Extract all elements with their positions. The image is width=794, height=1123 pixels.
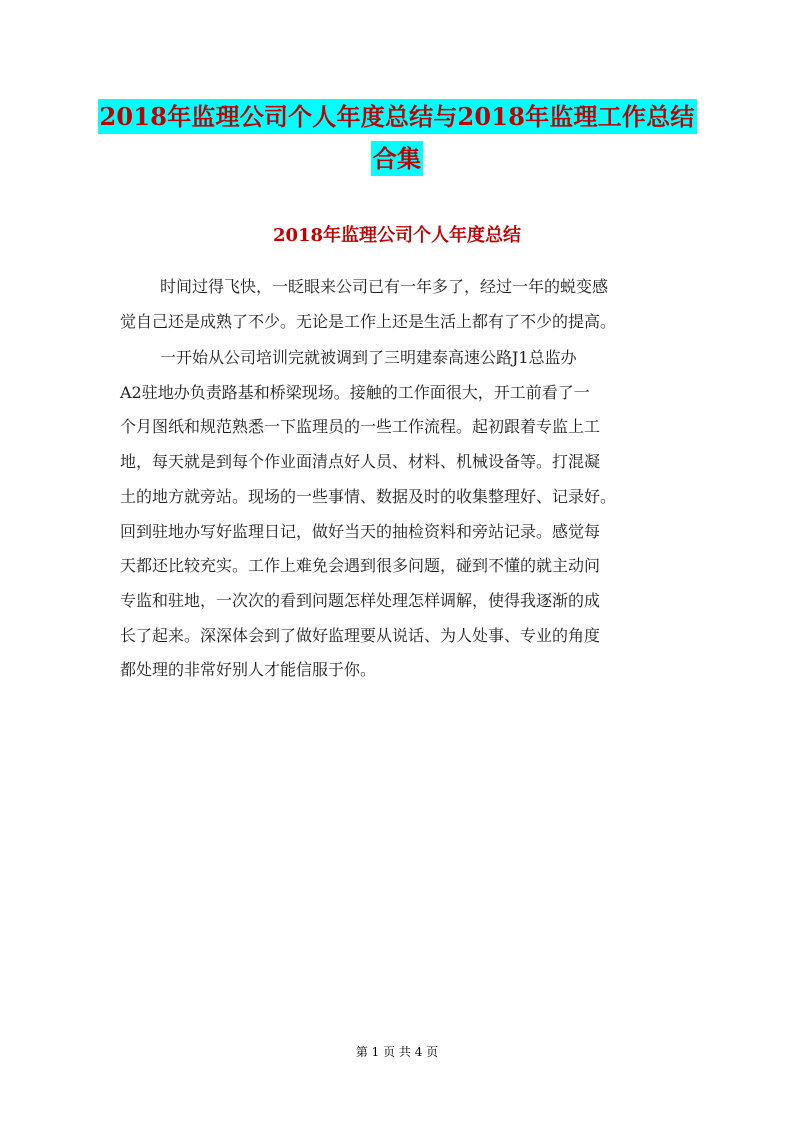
paragraph-line: 时间过得飞快，一眨眼来公司已有一年多了，经过一年的蜕变感 (160, 277, 609, 296)
paragraph-line: 地，每天就是到每个作业面清点好人员、材料、机械设备等。打混凝 (120, 452, 601, 472)
paragraph-line: 都处理的非常好别人才能信服于你。 (120, 660, 377, 680)
document-title-text-2: 合集 (371, 141, 423, 176)
paragraph-1 (120, 270, 682, 339)
paragraph-line: 长了起来。深深体会到了做好监理要从说话、为人处事、专业的角度 (120, 625, 601, 645)
paragraph-2 (120, 341, 682, 688)
page-footer: 第 1 页 共 4 页 (355, 1045, 439, 1059)
paragraph-line: A2驻地办负责路基和桥梁现场。接触的工作面很大，开工前看了一 (120, 382, 590, 402)
paragraph-line: 回到驻地办写好监理日记，做好当天的抽检资料和旁站记录。感觉每 (120, 521, 601, 541)
paragraph-line: 一开始从公司培训完就被调到了三明建泰高速公路J1总监办 (160, 348, 577, 367)
paragraph-line: 专监和驻地，一次次的看到问题怎样处理怎样调解，使得我逐渐的成 (120, 590, 601, 610)
paragraph-line: 天都还比较充实。工作上难免会遇到很多问题，碰到不懂的就主动问 (120, 556, 601, 576)
document-title-line-1 (0, 102, 794, 132)
document-title-line-2 (0, 144, 794, 174)
section-heading: 2018年监理公司个人年度总结 (272, 225, 522, 246)
document-title-text-1: 2018年监理公司个人年度总结与2018年监理工作总结 (98, 99, 697, 134)
paragraph-line: 土的地方就旁站。现场的一些事情、数据及时的收集整理好、记录好。 (120, 486, 617, 506)
paragraph-line: 觉自己还是成熟了不少。无论是工作上还是生活上都有了不少的提高。 (120, 311, 617, 331)
paragraph-line: 个月图纸和规范熟悉一下监理员的一些工作流程。起初跟着专监上工 (120, 417, 601, 437)
